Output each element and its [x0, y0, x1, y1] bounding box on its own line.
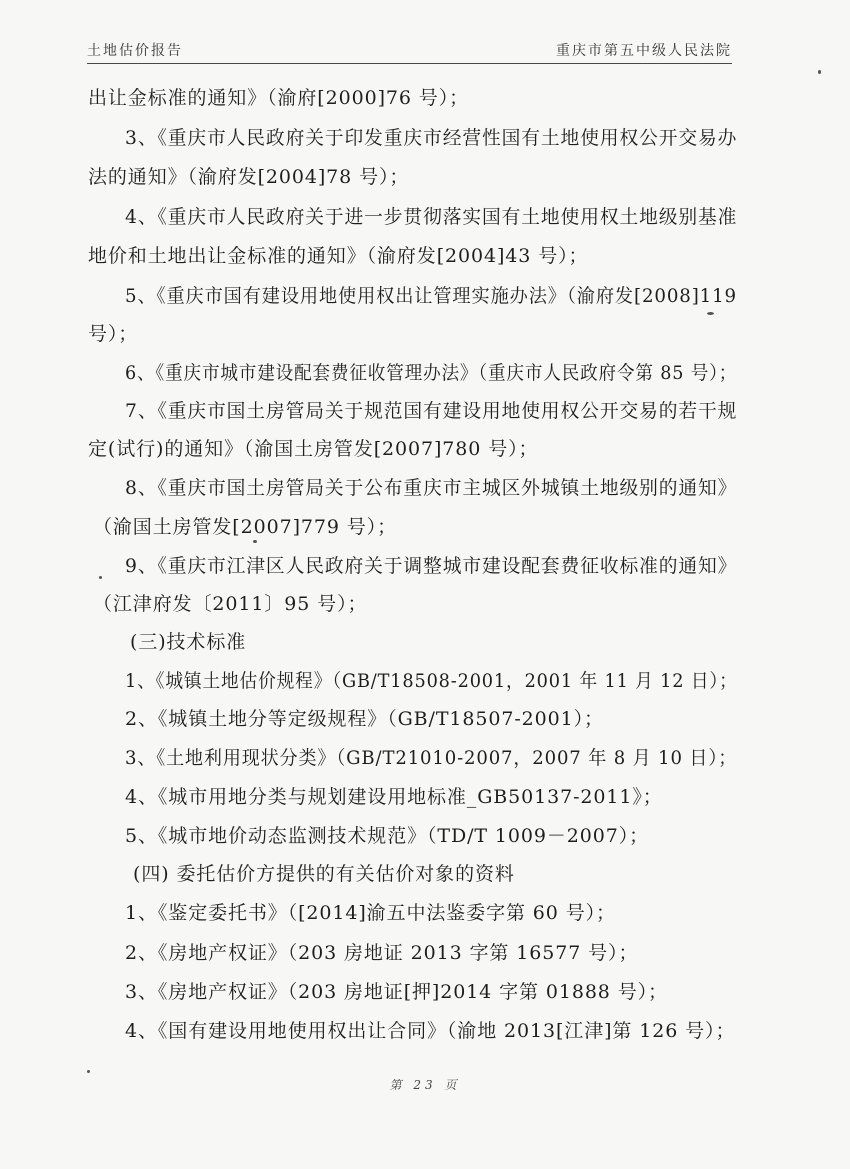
scan-speck — [818, 70, 821, 74]
text-line: 3、《土地利用现状分类》（GB/T21010-2007，2007 年 8 月 10 日）； — [125, 747, 738, 769]
scan-speck — [87, 1070, 90, 1073]
text-line: （渝国土房管发[2007]779 号）； — [93, 516, 397, 538]
scan-speck — [99, 576, 102, 579]
text-line: 4、《重庆市人民政府关于进一步贯彻落实国有土地使用权土地级别基准 — [125, 206, 738, 228]
section-heading: (四) 委托估价方提供的有关估价对象的资料 — [133, 863, 515, 885]
text-line: 5、《城市地价动态监测技术规范》（TD/T 1009－2007）； — [125, 825, 650, 847]
header-rule — [87, 63, 732, 64]
page-number: 第 23 页 — [389, 1078, 461, 1092]
header-title: 土地估价报告 — [87, 43, 183, 59]
text-line: 5、《重庆市国有建设用地使用权出让管理实施办法》（渝府发[2008]119 — [125, 285, 738, 307]
text-line: 出让金标准的通知》（渝府[2000]76 号）； — [88, 87, 469, 109]
scan-speck — [253, 540, 257, 543]
page-header — [87, 40, 732, 64]
text-line: （江津府发〔2011〕95 号）； — [93, 593, 368, 615]
text-line: 4、《国有建设用地使用权出让合同》（渝地 2013[江津]第 126 号）； — [125, 1020, 736, 1042]
text-line: 4、《城市用地分类与规划建设用地标准_GB50137-2011》； — [125, 786, 663, 808]
text-line: 定(试行)的通知》（渝国土房管发[2007]780 号）； — [88, 438, 539, 460]
text-line: 法的通知》（渝府发[2004]78 号）； — [88, 166, 410, 188]
text-line: 地价和土地出让金标准的通知》（渝府发[2004]43 号）； — [88, 245, 589, 267]
text-line: 9、《重庆市江津区人民政府关于调整城市建设配套费征收标准的通知》 — [125, 555, 738, 577]
section-heading: (三)技术标准 — [130, 631, 247, 653]
text-line: 6、《重庆市城市建设配套费征收管理办法》（重庆市人民政府令第 85 号）； — [125, 362, 738, 384]
text-line: 1、《城镇土地估价规程》（GB/T18508-2001，2001 年 11 月 12 日）； — [125, 670, 738, 692]
scan-speck — [707, 312, 714, 315]
text-line: 3、《重庆市人民政府关于印发重庆市经营性国有土地使用权公开交易办 — [125, 127, 738, 149]
text-line: 1、《鉴定委托书》（[2014]渝五中法鉴委字第 60 号）； — [125, 902, 616, 924]
text-line: 2、《城镇土地分等定级规程》（GB/T18507-2001）； — [125, 708, 604, 730]
text-line: 3、《房地产权证》（203 房地证[押]2014 字第 01888 号）； — [125, 981, 668, 1003]
text-line: 2、《房地产权证》（203 房地证 2013 字第 16577 号）； — [125, 942, 639, 964]
text-line: 号）； — [88, 323, 139, 345]
text-line: 8、《重庆市国土房管局关于公布重庆市主城区外城镇土地级别的通知》 — [125, 477, 738, 499]
header-court-name: 重庆市第五中级人民法院 — [556, 43, 732, 59]
text-line: 7、《重庆市国土房管局关于规范国有建设用地使用权公开交易的若干规 — [125, 400, 738, 422]
